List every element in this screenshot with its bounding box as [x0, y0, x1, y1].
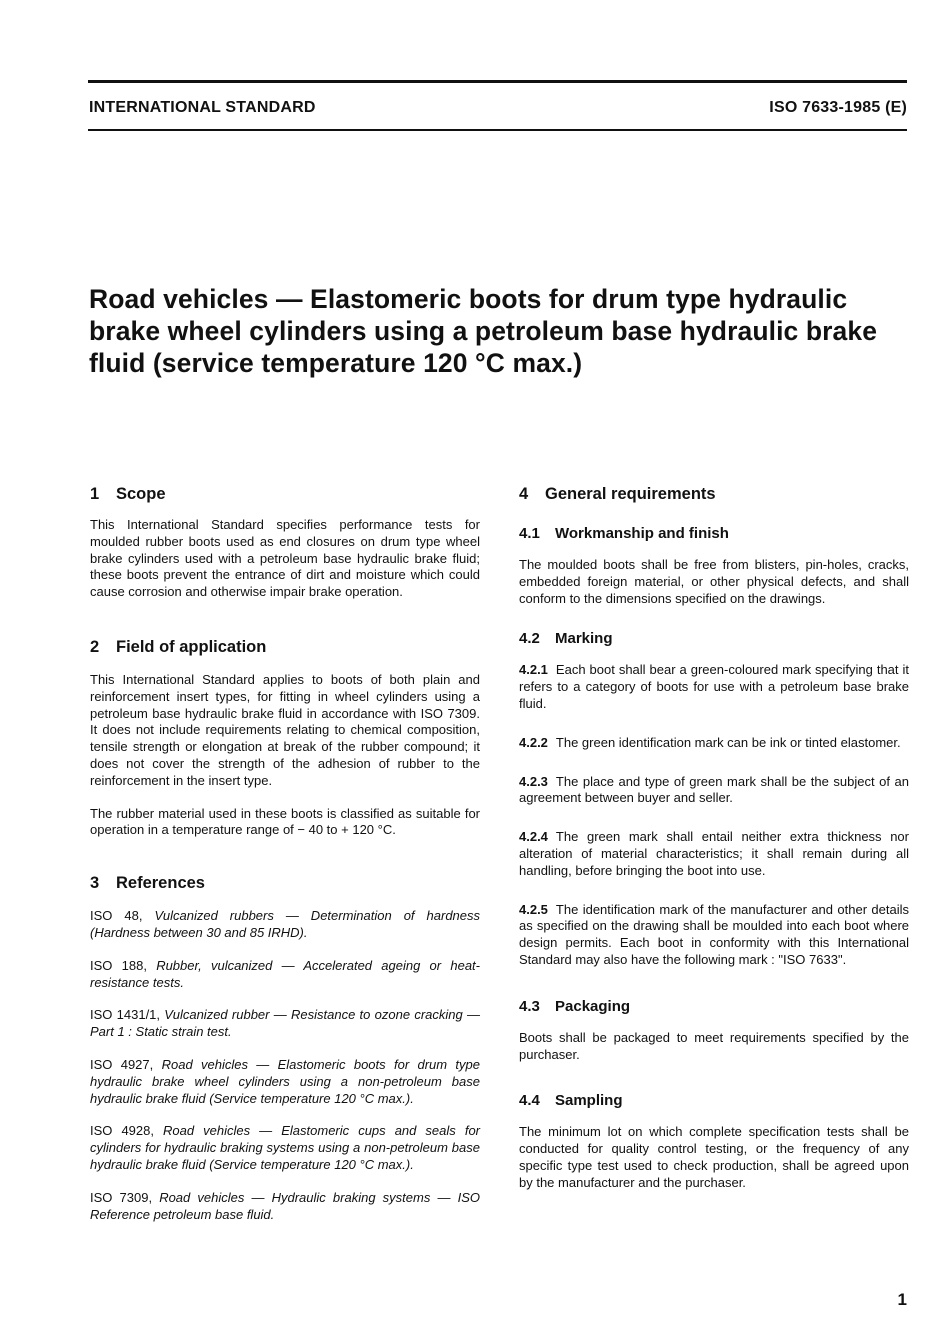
clause-text: The identification mark of the manufacturer and other details as specified on the drawing shall be moulded into each boot where design permits. Each boot in conformity with this International Standard may also have the following mark : "ISO 7633".	[519, 901, 909, 967]
field-text-2: The rubber material used in these boots is classified as suitable for operation in a temperature range of − 40 to + 120 °C.	[90, 805, 480, 838]
reference-item	[90, 958, 480, 992]
reference-code: ISO 188,	[90, 957, 147, 973]
clause-number: 4.2.4	[519, 829, 548, 845]
marking-clause	[519, 829, 909, 879]
section-number: 2	[90, 637, 100, 656]
reference-code: ISO 7309,	[90, 1189, 153, 1205]
subsection-title: Sampling	[555, 1092, 623, 1110]
right-column	[519, 484, 909, 1192]
reference-title: Vulcanized rubber — Resistance to ozone cracking — Part 1 : Static strain test.	[90, 1007, 480, 1040]
subsection-heading	[519, 1091, 909, 1110]
page-number: 1	[897, 1290, 907, 1309]
reference-title: Vulcanized rubbers — Determination of hardness (Hardness between 30 and 85 IRHD).	[90, 908, 481, 940]
subsection-title: Marking	[555, 630, 613, 648]
section-heading	[519, 484, 909, 504]
clause-text: The green identification mark can be ink or tinted elastomer.	[555, 734, 901, 750]
subsection-title: Packaging	[555, 997, 631, 1015]
left-column	[90, 484, 480, 1239]
reference-title: Road vehicles — Hydraulic braking systems — ISO Reference petroleum base fluid.	[90, 1189, 480, 1222]
document-type-label: INTERNATIONAL STANDARD	[89, 99, 316, 116]
section-references	[90, 873, 480, 1223]
section-heading	[90, 484, 480, 504]
section-title: References	[116, 874, 205, 893]
section-general-requirements	[519, 484, 909, 1192]
workmanship-text: The moulded boots shall be free from blisters, pin-holes, cracks, embedded foreign material, or other physical defects, and shall conform to the dimensions specified on the drawings.	[519, 557, 909, 606]
subsection-number: 4.2	[519, 630, 540, 648]
reference-code: ISO 4928,	[90, 1123, 154, 1139]
marking-clause	[519, 774, 909, 808]
section-number: 1	[90, 485, 100, 503]
marking-clause	[519, 662, 909, 712]
reference-code: ISO 4927,	[90, 1056, 154, 1072]
clause-number: 4.2.1	[519, 662, 548, 678]
field-text-1: This International Standard applies to boots of both plain and reinforcement insert types, for fitting in wheel cylinders using a petroleum base hydraulic brake fluid in accordance with ISO 7309. It does not include requirements relating to chemical composition, tensile strength or elongation at break of the rubber compound; it does not cover the strength of the adhesion of rubber to the reinforcement in the insert type.	[90, 671, 480, 788]
subsection-number: 4.3	[519, 997, 540, 1015]
scope-text: This International Standard specifies performance tests for moulded rubber boots used as end closures on drum type wheel brake cylinders used with a petroleum base hydraulic brake fluid; these boots prevent the entrance of dirt and moisture which could cause corrosion and otherwise impair brake operation.	[90, 517, 480, 600]
document-title: Road vehicles — Elastomeric boots for drum type hydraulic brake wheel cylinders using a petroleum base hydraulic brake fluid (service temperature 120 °C max.)	[89, 284, 878, 378]
clause-text: Each boot shall bear a green-coloured mark specifying that it refers to a category of boots for use with a petroleum base brake fluid.	[519, 662, 909, 711]
section-heading	[90, 637, 480, 657]
clause-text: The place and type of green mark shall be the subject of an agreement between buyer and seller.	[519, 773, 909, 806]
header-top-rule	[88, 80, 907, 83]
subsection-heading	[519, 629, 909, 648]
section-scope	[90, 484, 480, 601]
subsection-number: 4.1	[519, 525, 540, 542]
reference-item	[90, 908, 480, 942]
clause-number: 4.2.5	[519, 901, 548, 917]
header-bottom-rule	[88, 129, 907, 131]
subsection-heading	[519, 997, 909, 1016]
section-heading	[90, 873, 480, 893]
subsection-number: 4.4	[519, 1092, 540, 1110]
section-number: 4	[519, 485, 529, 503]
section-field-of-application	[90, 637, 480, 839]
reference-code: ISO 1431/1,	[90, 1007, 161, 1023]
section-title: General requirements	[545, 485, 716, 503]
reference-title: Road vehicles — Elastomeric boots for drum type hydraulic brake wheel cylinders using a non-petroleum base hydraulic brake fluid (Service temperature 120 °C max.).	[90, 1056, 480, 1106]
reference-title: Road vehicles — Elastomeric cups and seals for cylinders for hydraulic braking systems using a non-petroleum base hydraulic brake fluid (Service temperature 120 °C max.).	[90, 1123, 481, 1172]
marking-clause	[519, 735, 909, 752]
reference-title: Rubber, vulcanized — Accelerated ageing or heat-resistance tests.	[90, 957, 480, 990]
clause-number: 4.2.3	[519, 773, 548, 789]
reference-item	[90, 1190, 480, 1224]
reference-item	[90, 1007, 480, 1041]
subsection-heading	[519, 524, 909, 543]
section-title: Field of application	[116, 637, 267, 656]
section-title: Scope	[116, 485, 166, 503]
reference-item	[90, 1123, 480, 1173]
clause-number: 4.2.2	[519, 734, 548, 750]
clause-text: The green mark shall entail neither extra thickness nor alteration of material characteristics; it shall remain during all handling, before bringing the boot into use.	[519, 829, 909, 878]
reference-code: ISO 48,	[90, 908, 143, 924]
reference-item	[90, 1057, 480, 1107]
packaging-text: Boots shall be packaged to meet requirements specified by the purchaser.	[519, 1029, 909, 1062]
sampling-text: The minimum lot on which complete specification tests shall be conducted for quality control testing, or the frequency of any specific type test used to check production, shall be agreed upon by the manufacturer and the purchaser.	[519, 1124, 909, 1190]
marking-clause	[519, 902, 909, 969]
document-number: ISO 7633-1985 (E)	[769, 99, 907, 116]
subsection-title: Workmanship and finish	[555, 525, 729, 542]
section-number: 3	[90, 874, 100, 893]
